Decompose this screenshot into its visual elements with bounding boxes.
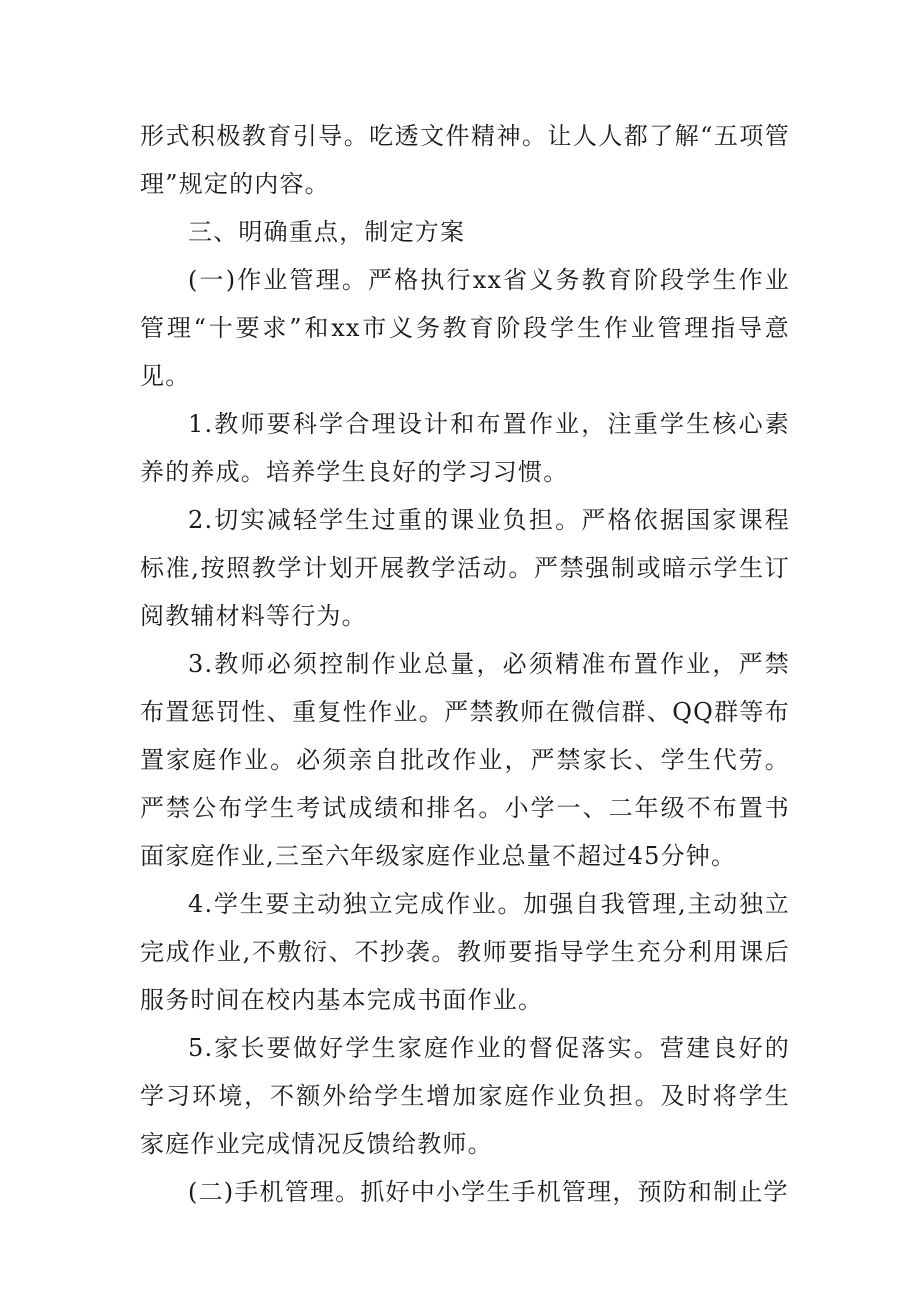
paragraph-item-3: 3.教师必须控制作业总量，必须精准布置作业，严禁布置惩罚性、重复性作业。严禁教师在微信群、QQ群等布置家庭作业。必须亲自批改作业，严禁家长、学生代劳。严禁公布学生考试成绩和排名。小学一、二年级不布置书面家庭作业,三至六年级家庭作业总量不超过45分钟。 [140, 650, 790, 870]
paragraph-item-2: 2.切实减轻学生过重的课业负担。严格依据国家课程标准,按照教学计划开展教学活动。严禁强制或暗示学生订阅教辅材料等行为。 [140, 506, 790, 630]
section-heading-three: 三、明确重点，制定方案 [188, 218, 466, 246]
paragraph-item-4: 4.学生要主动独立完成作业。加强自我管理,主动独立完成作业,不敷衍、不抄袭。教师要指导学生充分利用课后服务时间在校内基本完成书面作业。 [140, 890, 790, 1014]
paragraph-item-5: 5.家长要做好学生家庭作业的督促落实。营建良好的学习环境，不额外给学生增加家庭作业负担。及时将学生家庭作业完成情况反馈给教师。 [140, 1034, 790, 1158]
paragraph-item-1: 1.教师要科学合理设计和布置作业，注重学生核心素养的养成。培养学生良好的学习习惯。 [140, 410, 790, 486]
document-body [140, 112, 790, 1216]
paragraph-continuation: 形式积极教育引导。吃透文件精神。让人人都了解“五项管理”规定的内容。 [140, 122, 790, 198]
paragraph-homework-management: (一)作业管理。严格执行xx省义务教育阶段学生作业管理“十要求”和xx市义务教育阶段学生作业管理指导意见。 [140, 266, 790, 390]
paragraph-phone-management: (二)手机管理。抓好中小学生手机管理，预防和制止学 [188, 1178, 789, 1206]
